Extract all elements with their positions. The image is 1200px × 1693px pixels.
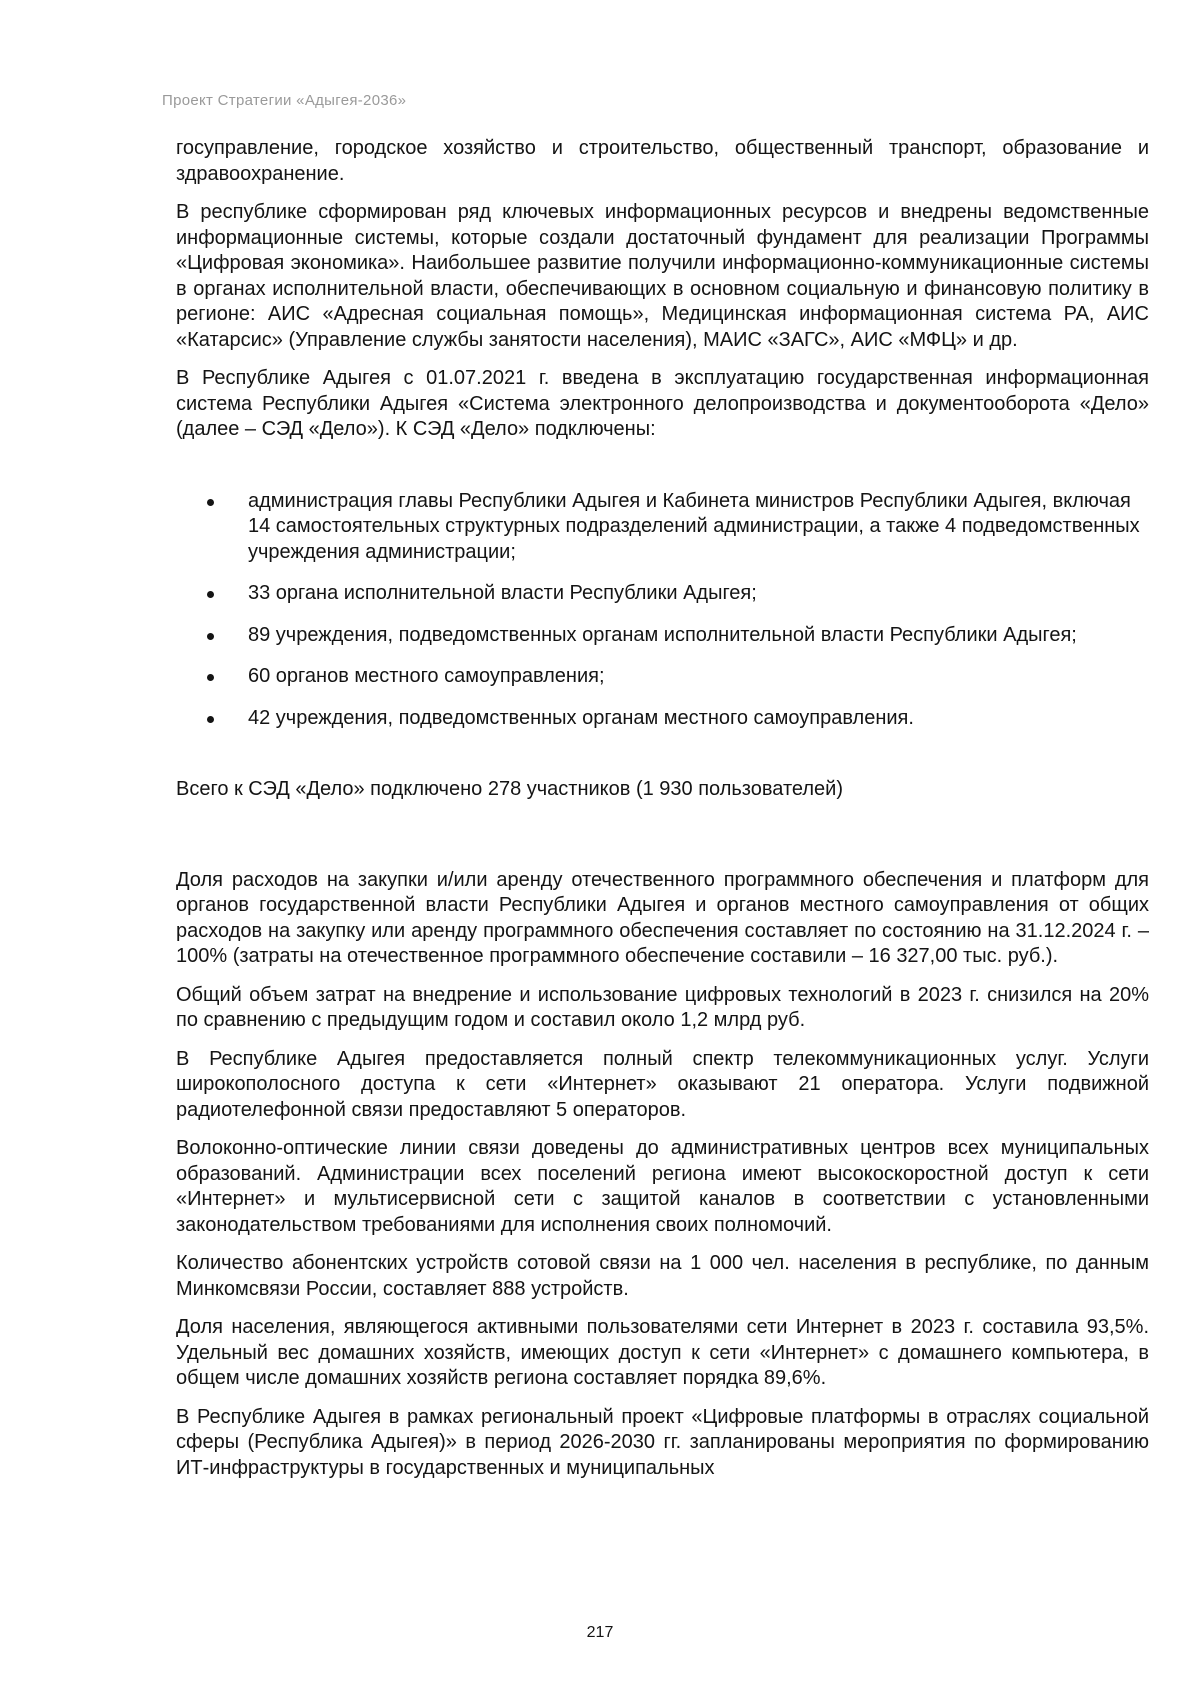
running-header: Проект Стратегии «Адыгея-2036» — [162, 92, 407, 109]
list-item — [248, 706, 1149, 732]
paragraph: госуправление, городское хозяйство и строительство, общественный транспорт, образование и здравоохранение. — [176, 137, 1149, 185]
bullet-icon — [207, 674, 214, 681]
list-item — [248, 489, 1149, 566]
page-number: 217 — [586, 1624, 614, 1641]
bullet-list — [176, 489, 1149, 732]
paragraph: В Республике Адыгея с 01.07.2021 г. введена в эксплуатацию государственная информационная система Республики Адыгея «Система электронного делопроизводства и документооборота «Дело» (далее – СЭД «Дело»). К СЭД «Дело» подключены: — [176, 367, 1149, 440]
list-item-text: 33 органа исполнительной власти Республики Адыгея; — [248, 582, 757, 604]
bullet-icon — [207, 716, 214, 723]
page-body — [176, 136, 1149, 1494]
paragraph: В Республике Адыгея в рамках региональный проект «Цифровые платформы в отраслях социальной сферы (Республика Адыгея)» в период 2026-2030 гг. запланированы мероприятия по формированию ИТ-инфраструктуры в государственных и муниципальных — [176, 1405, 1149, 1479]
paragraph: Количество абонентских устройств сотовой связи на 1 000 чел. населения в республике, по данным Минкомсвязи России, составляет 888 устройств. — [176, 1252, 1149, 1300]
list-item — [248, 581, 1149, 607]
bullet-icon — [207, 633, 214, 640]
list-item-text: 89 учреждения, подведомственных органам исполнительной власти Республики Адыгея; — [248, 623, 1077, 646]
paragraph: В Республике Адыгея предоставляется полный спектр телекоммуникационных услуг. Услуги широкополосного доступа к сети «Интернет» оказывают 21 оператора. Услуги подвижной радиотелефонной связи предоставляют 5 операторов. — [176, 1047, 1149, 1121]
paragraph: Волоконно-оптические линии связи доведены до административных центров всех муниципальных образований. Администрации всех поселений региона имеют высокоскоростной доступ к сети «Интернет» и мультисервисной сети с защитой каналов в соответствии с установленными законодательством требованиями для исполнения своих полномочий. — [176, 1137, 1149, 1236]
bullet-icon — [207, 499, 214, 506]
list-item-text: 42 учреждения, подведомственных органам местного самоуправления. — [248, 706, 914, 729]
paragraph: Доля расходов на закупки и/или аренду отечественного программного обеспечения и платформ для органов государственной власти Республики Адыгея и органов местного самоуправления от общих расходов на закупку или аренду программного обеспечения составляет по состоянию на 31.12.2024 г. – 100% (затраты на отечественное программного обеспечение составили – 16 327,00 тыс. руб.). — [176, 868, 1149, 967]
list-item — [248, 664, 1149, 690]
paragraph: В республике сформирован ряд ключевых информационных ресурсов и внедрены ведомственные информационные системы, которые создали достаточный фундамент для реализации Программы «Цифровая экономика». Наибольшее развитие получили информационно-коммуникационные системы в органах исполнительной власти, обеспечивающих в основном социальную и финансовую политику в регионе: АИС «Адресная социальная помощь», Медицинская информационная система РА, АИС «Катарсис» (Управление службы занятости населения), МАИС «ЗАГС», АИС «МФЦ» и др. — [176, 201, 1149, 351]
list-item-text: 60 органов местного самоуправления; — [248, 665, 605, 687]
list-item — [248, 623, 1149, 649]
total-participants-line: Всего к СЭД «Дело» подключено 278 участников (1 930 пользователей) — [176, 778, 843, 800]
bullet-icon — [207, 591, 214, 598]
paragraph: Доля населения, являющегося активными пользователями сети Интернет в 2023 г. составила 93,5%. Удельный вес домашних хозяйств, имеющих доступ к сети «Интернет» с домашнего компьютера, в общем числе домашних хозяйств региона составляет порядка 89,6%. — [176, 1316, 1149, 1389]
list-item-text: администрация главы Республики Адыгея и Кабинета министров Республики Адыгея, включая 14 самостоятельных структурных подразделений администрации, а также 4 подведомственных учреждения администрации; — [248, 489, 1140, 563]
paragraph: Общий объем затрат на внедрение и использование цифровых технологий в 2023 г. снизился на 20% по сравнению с предыдущим годом и составил около 1,2 млрд руб. — [176, 983, 1149, 1031]
